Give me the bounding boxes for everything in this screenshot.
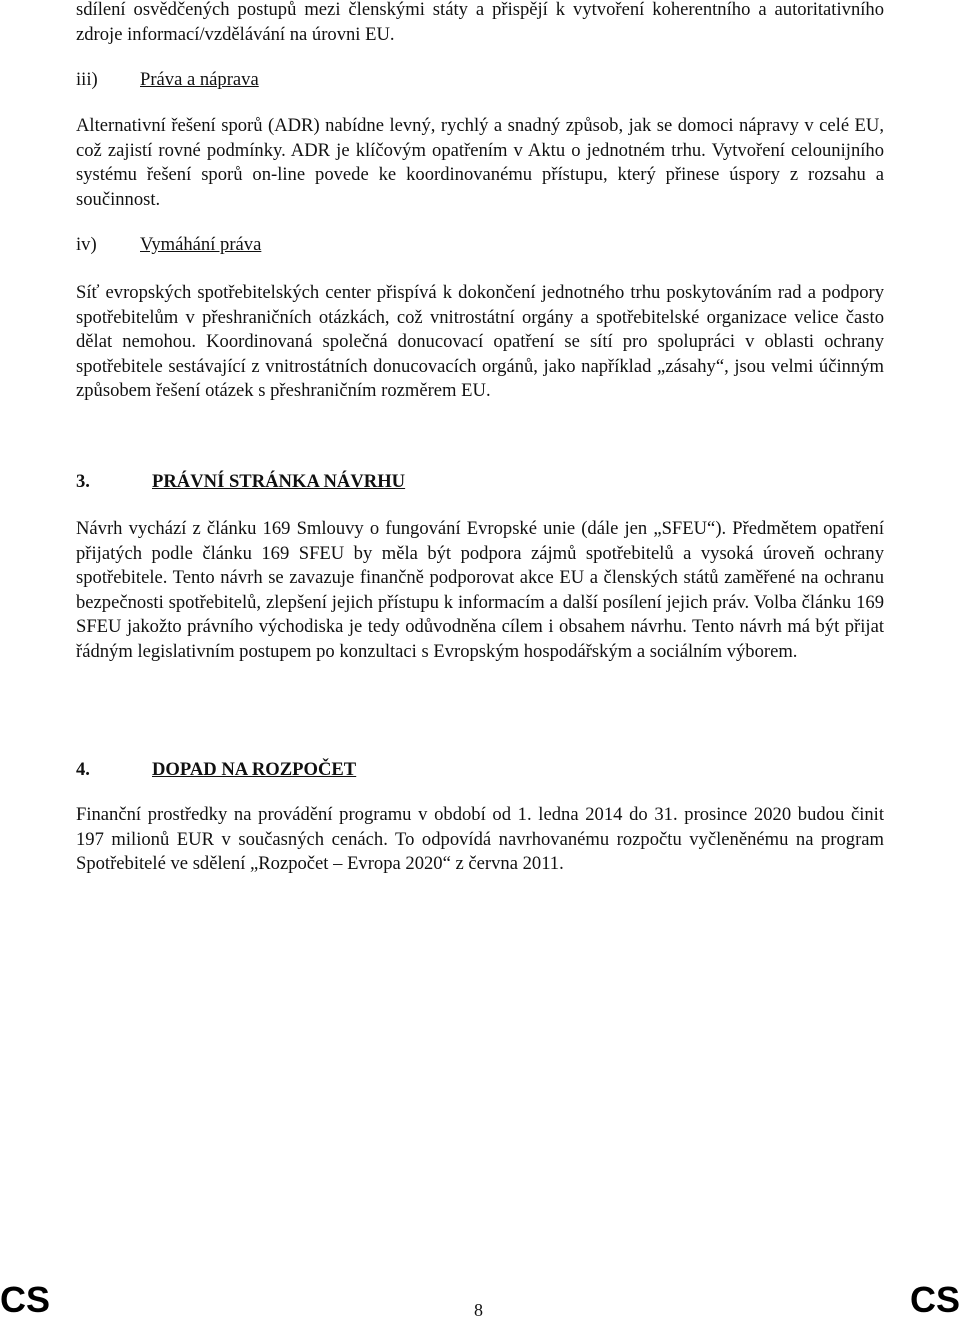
intro-paragraph: sdílení osvědčených postupů mezi členskými státy a přispějí k vytvoření koherentního a autoritativního zdroje informací/vzdělávání na úrovni EU. — [76, 0, 884, 45]
subsection-iv-title: Vymáhání práva — [140, 234, 262, 255]
subsection-iv-paragraph: Síť evropských spotřebitelských center přispívá k dokončení jednotného trhu poskytováním rad a podpory spotřebitelům v přeshraničních otázkách, což vnitrostátní orgány a spotřebitelské organizace velice často dělat nemohou. Koordinovaná společná donucovací opatření se sítí pro spolupráci v oblasti ochrany spotřebitele sestávající z vnitrostátních donucovacích orgánů, jako například „zásahy“, jsou velmi účinným způsobem řešení otázek s přeshraničním rozměrem EU. — [76, 282, 884, 402]
footer-page-number: 8 — [474, 1300, 483, 1320]
section-4-number: 4. — [76, 759, 90, 780]
section-4-paragraph: Finanční prostředky na provádění programu v období od 1. ledna 2014 do 31. prosince 2020 budou činit 197 milionů EUR v současných cenách. To odpovídá navrhovanému rozpočtu vyčleněnému na program Spotřebitelé ve sdělení „Rozpočet – Evropa 2020“ z června 2011. — [76, 804, 884, 875]
subsection-iii-paragraph: Alternativní řešení sporů (ADR) nabídne levný, rychlý a snadný způsob, jak se domoci nápravy v celé EU, což zajistí rovné podmínky. ADR je klíčovým opatřením v Aktu o jednotném trhu. Vytvoření celounijního systému řešení sporů on-line povede ke koordinovanému přístupu, který přinese úspory z rozsahu a součinnost. — [76, 115, 884, 210]
footer-language-left: CS — [0, 1279, 51, 1320]
subsection-iii-number: iii) — [76, 69, 98, 90]
section-4-title: DOPAD NA ROZPOČET — [152, 759, 357, 780]
footer-language-right: CS — [909, 1279, 960, 1320]
section-3-paragraph: Návrh vychází z článku 169 Smlouvy o fungování Evropské unie (dále jen „SFEU“). Předmětem opatření přijatých podle článku 169 SFEU by měla být podpora zájmů spotřebitelů a vysoká úroveň ochrany spotřebitele. Tento návrh se zavazuje finančně podporovat akce EU a členských států zaměřené na ochranu bezpečnosti spotřebitelů, zlepšení jejich přístupu k informacím a další posílení jejich práv. Volba článku 169 SFEU jakožto právního východiska je tedy odůvodněna cílem i obsahem návrhu. Tento návrh má být přijat řádným legislativním postupem po konzultaci s Evropským hospodářským a sociálním výborem. — [76, 518, 884, 662]
section-3-title: PRÁVNÍ STRÁNKA NÁVRHU — [152, 471, 406, 492]
subsection-iii-title: Práva a náprava — [140, 69, 259, 90]
section-3-number: 3. — [76, 471, 90, 492]
subsection-iv-number: iv) — [76, 234, 97, 255]
